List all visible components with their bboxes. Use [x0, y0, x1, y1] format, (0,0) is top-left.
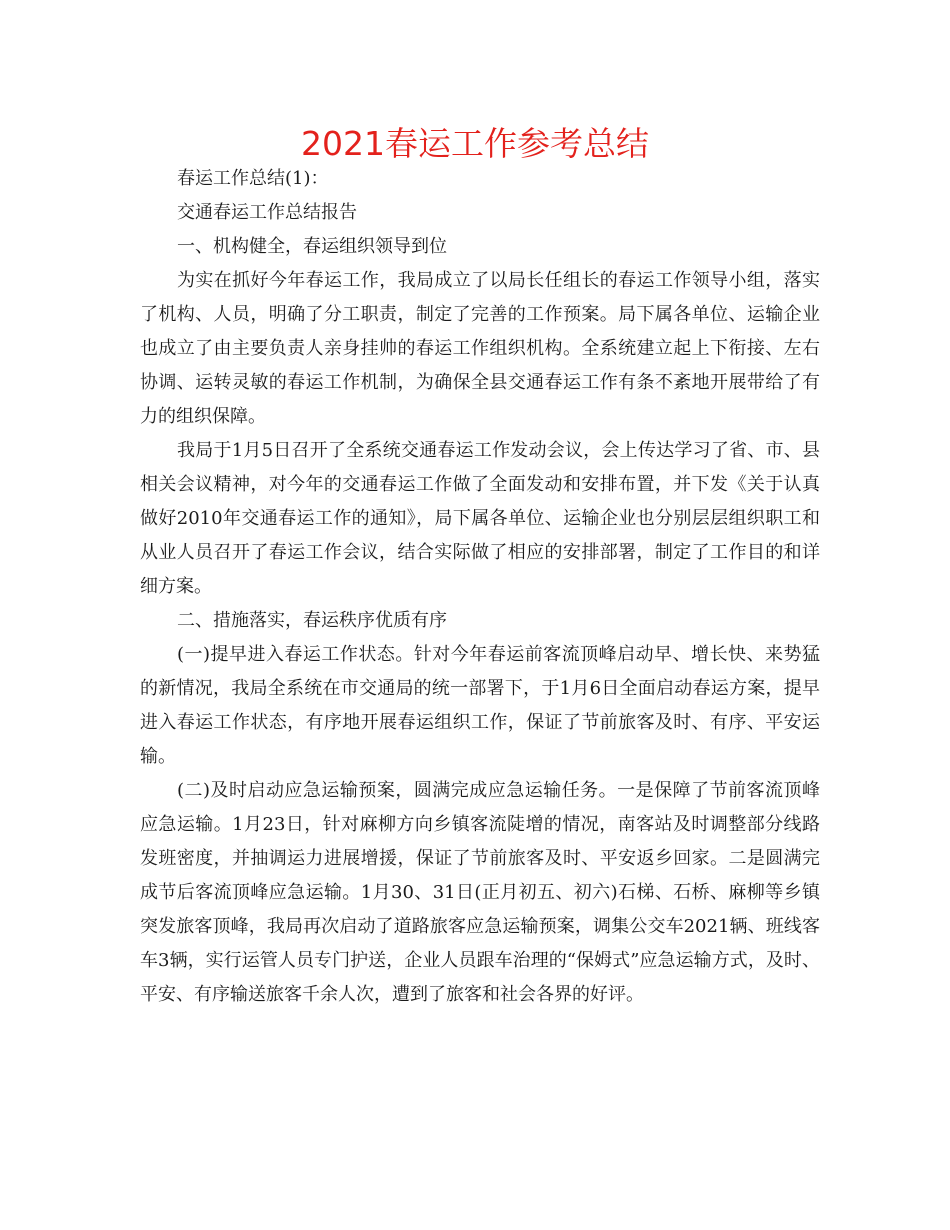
paragraph: (一)提早进入春运工作状态。针对今年春运前客流顶峰启动早、增长快、来势猛的新情况，我局全系统在市交通局的统一部署下，于1月6日全面启动春运方案，提早进入春运工作状态，有序地开展春运组织工作，保证了节前旅客及时、有序、平安运输。 — [140, 644, 820, 767]
paragraph: 我局于1月5日召开了全系统交通春运工作发动会议，会上传达学习了省、市、县相关会议精神，对今年的交通春运工作做了全面发动和安排布置，并下发《关于认真做好2010年交通春运工作的通知》，局下属各单位、运输企业也分别层层组织职工和从业人员召开了春运工作会议，结合实际做了相应的安排部署，制定了工作目的和详细方案。 — [140, 440, 820, 597]
section-heading-2: 二、措施落实，春运秩序优质有序 — [177, 610, 447, 631]
section-heading-1: 一、机构健全，春运组织领导到位 — [177, 236, 447, 257]
report-title: 交通春运工作总结报告 — [177, 202, 357, 223]
paragraph: (二)及时启动应急运输预案，圆满完成应急运输任务。一是保障了节前客流顶峰应急运输。1月23日，针对麻柳方向乡镇客流陡增的情况，南客站及时调整部分线路发班密度，并抽调运力进展增援，保证了节前旅客及时、平安返乡回家。二是圆满完成节后客流顶峰应急运输。1月30、31日(正月初五、初六)石梯、石桥、麻柳等乡镇突发旅客顶峰，我局再次启动了道路旅客应急运输预案，调集公交车2021辆、班线客车3辆，实行运管人员专门护送，企业人员跟车治理的“保姆式”应急运输方式，及时、平安、有序输送旅客千余人次，遭到了旅客和社会各界的好评。 — [140, 780, 820, 1005]
document-title: 2021春运工作参考总结 — [301, 124, 649, 163]
paragraph: 为实在抓好今年春运工作，我局成立了以局长任组长的春运工作领导小组，落实了机构、人员，明确了分工职责，制定了完善的工作预案。局下属各单位、运输企业也成立了由主要负责人亲身挂帅的春运工作组织机构。全系统建立起上下衔接、左右协调、运转灵敏的春运工作机制，为确保全县交通春运工作有条不紊地开展带给了有力的组织保障。 — [140, 270, 820, 427]
section-intro: 春运工作总结(1)： — [177, 168, 329, 189]
document-body — [140, 162, 820, 1012]
